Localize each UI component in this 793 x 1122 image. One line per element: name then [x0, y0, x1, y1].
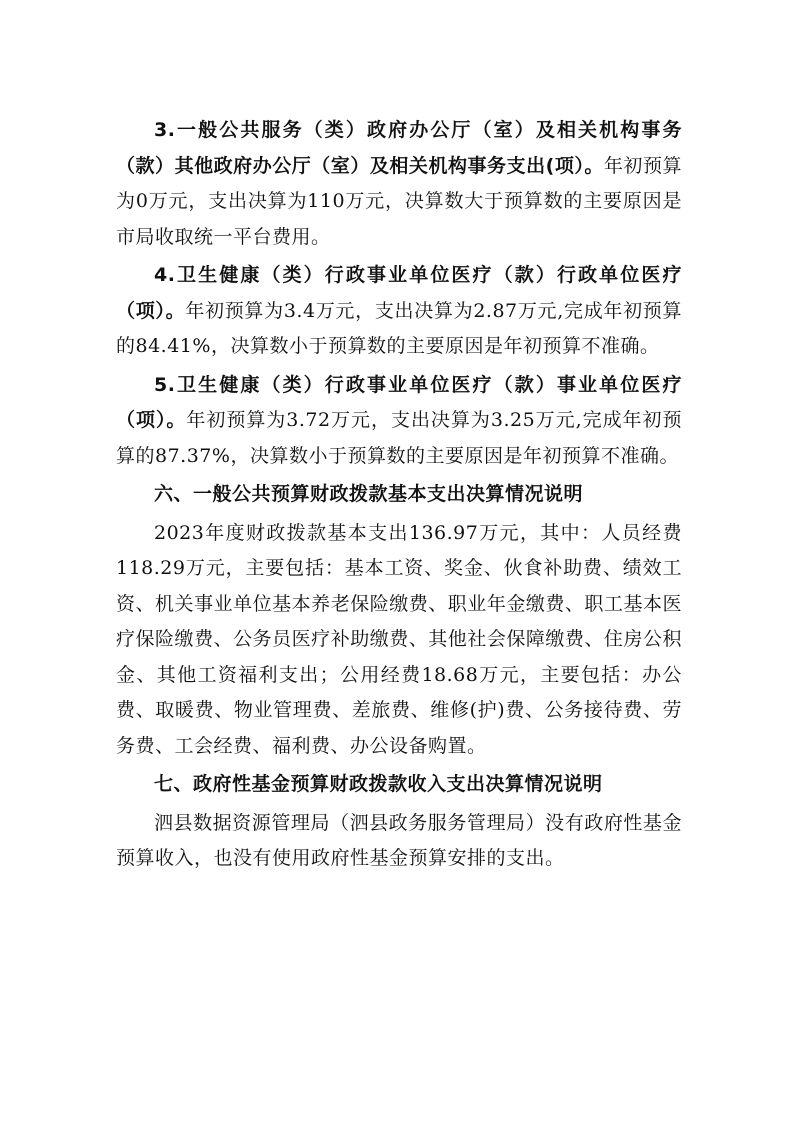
- section-6-body: 2023年度财政拨款基本支出136.97万元，其中：人员经费118.29万元，主要包括：基本工资、奖金、伙食补助费、绩效工资、机关事业单位基本养老保险缴费、职业年金缴费、职工基本医疗保险缴费、公务员医疗补助缴费、其他社会保障缴费、住房公积金、其他工资福利支出；公用经费18.68万元，主要包括：办公费、取暖费、物业管理费、差旅费、维修(护)费、公务接待费、劳务费、工会经费、福利费、办公设备购置。: [116, 521, 682, 757]
- item-3-title: 3.一般公共服务（类）政府办公厅（室）及相关机构事务（款）其他政府办公厅（室）及相关机构事务支出(项）。: [116, 119, 682, 177]
- item-4-body: 年初预算为3.4万元，支出决算为2.87万元,完成年初预算的84.41%，决算数小于预算数的主要原因是年初预算不准确。: [116, 299, 682, 357]
- item-5-body: 年初预算为3.72万元，支出决算为3.25万元,完成年初预算的87.37%，决算数小于预算数的主要原因是年初预算不准确。: [116, 409, 682, 467]
- item-3-paragraph: [116, 113, 682, 255]
- document-page: [116, 113, 682, 880]
- item-5-title: 5.卫生健康（类）行政事业单位医疗（款）事业单位医疗（项）。: [116, 373, 682, 431]
- item-4-title: 4.卫生健康（类）行政事业单位医疗（款）行政单位医疗（项）。: [116, 264, 682, 322]
- section-7-body: 泗县数据资源管理局（泗县政务服务管理局）没有政府性基金预算收入，也没有使用政府性基金预算安排的支出。: [116, 811, 682, 869]
- section-7-heading: 七、政府性基金预算财政拨款收入支出决算情况说明: [154, 773, 603, 795]
- section-6-heading: 六、一般公共预算财政拨款基本支出决算情况说明: [154, 483, 584, 505]
- item-5-paragraph: [116, 368, 682, 475]
- item-3-body: 年初预算为0万元，支出决算为110万元，决算数大于预算数的主要原因是市局收取统一平台费用。: [116, 154, 682, 248]
- item-4-paragraph: [116, 258, 682, 365]
